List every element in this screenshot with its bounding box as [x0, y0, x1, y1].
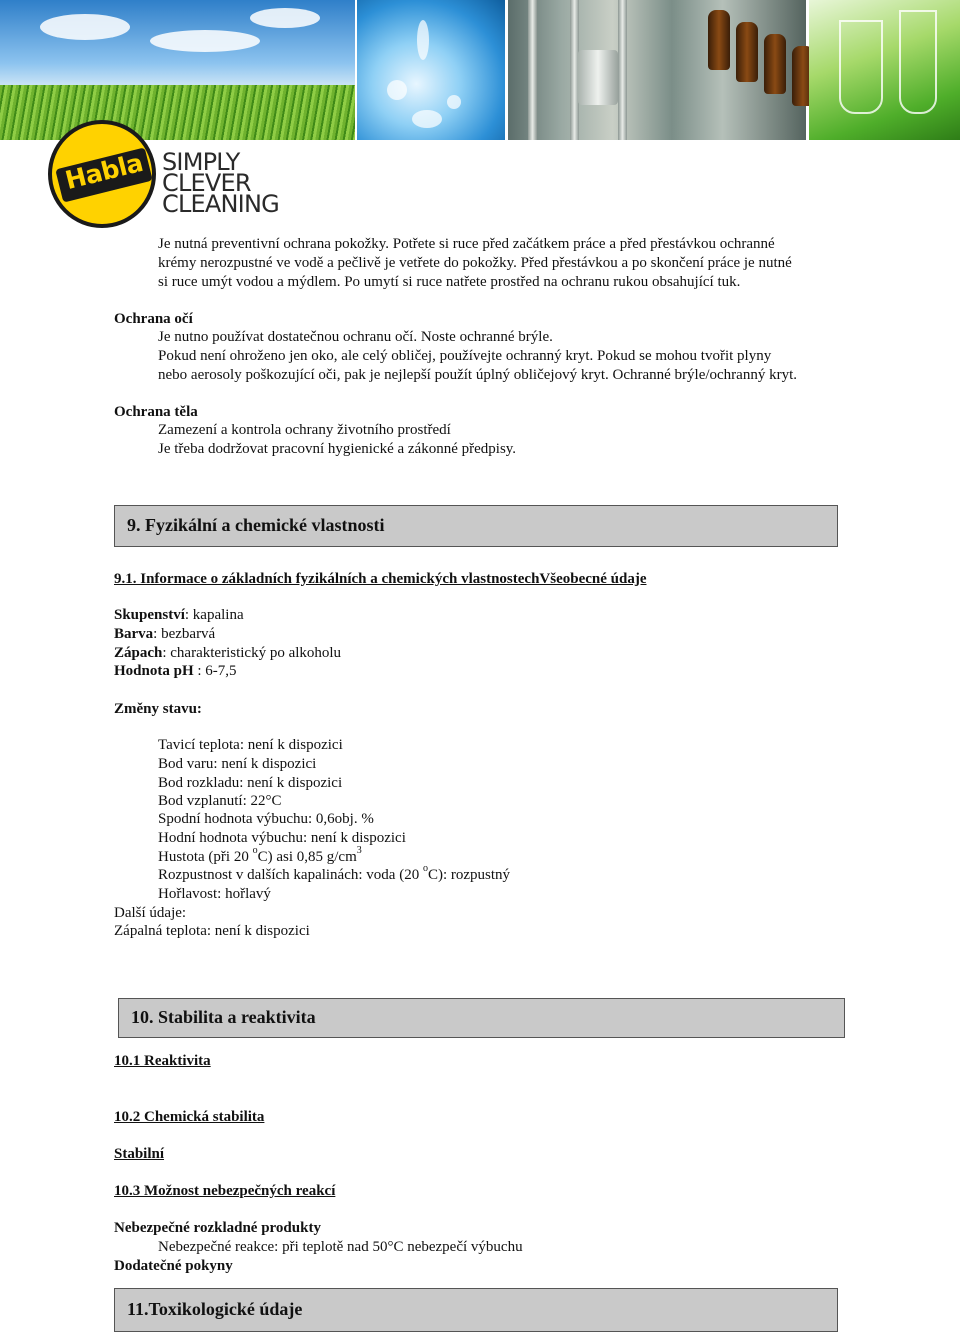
- solubility-text-a: Rozpustnost v dalších kapalinách: voda (20: [158, 867, 423, 883]
- section-9-1-heading: 9.1. Informace o základních fyzikálních a chemických vlastnostechVšeobecné údaje: [114, 571, 647, 587]
- prop-ph-label: Hodnota pH: [114, 663, 194, 679]
- prop-odor: [114, 644, 341, 662]
- slogan: [162, 148, 302, 218]
- density-degree-sup: o: [252, 845, 258, 856]
- prop-state: [114, 606, 244, 624]
- slogan-line-3: CLEANING: [162, 190, 279, 218]
- prop-color: [114, 625, 215, 643]
- prop-odor-value: : charakteristický po alkoholu: [162, 645, 342, 661]
- prop-ph: [114, 662, 237, 680]
- section-10-3-heading: 10.3 Možnost nebezpečných reakcí: [114, 1183, 336, 1199]
- body-text-line-1: Zamezení a kontrola ochrany životního prostředí: [158, 422, 451, 438]
- additional-instructions-heading: Dodatečné pokyny: [114, 1258, 233, 1274]
- body-protection-heading: Ochrana těla: [114, 404, 198, 420]
- decomposition-products-heading: Nebezpečné rozkladné produkty: [114, 1220, 321, 1236]
- banner-industrial-image: [508, 0, 806, 140]
- decomposition-point: Bod rozkladu: není k dispozici: [158, 775, 343, 791]
- section-10-1-heading: 10.1 Reaktivita: [114, 1053, 211, 1069]
- skin-text-line-2: krémy nerozpustné ve vodě a pečlivě je vetřete do pokožky. Před přestávkou a po skončení práce je nutné: [158, 255, 792, 271]
- prop-color-value: : bezbarvá: [153, 626, 216, 642]
- other-data-heading: Další údaje:: [114, 905, 187, 921]
- header-banner: [0, 0, 960, 140]
- eye-text-line-3: nebo aerosoly poškozující oči, pak je nejlepší použít úplný obličejový kryt. Ochranné brýle/ochranný kryt.: [158, 367, 797, 383]
- boiling-point: Bod varu: není k dispozici: [158, 756, 317, 772]
- section-9-title: 9. Fyzikální a chemické vlastnosti: [127, 515, 385, 535]
- banner-lab-glass-image: [809, 0, 960, 140]
- upper-explosion-limit: Hodní hodnota výbuchu: není k dispozici: [158, 830, 406, 846]
- skin-text-line-1: Je nutná preventivní ochrana pokožky. Potřete si ruce před začátkem práce a před přestávkou ochranné: [158, 236, 775, 252]
- prop-ph-value: : 6-7,5: [193, 663, 237, 679]
- logo-wordmark: Habla: [62, 147, 146, 196]
- prop-state-value: : kapalina: [184, 607, 244, 623]
- eye-text-line-2: Pokud není ohroženo jen oko, ale celý obličej, používejte ochranný kryt. Pokud se mohou tvořit plyny: [158, 348, 772, 364]
- prop-state-label: Skupenství: [114, 607, 185, 623]
- hazardous-reactions-text: Nebezpečné reakce: při teplotě nad 50°C nebezpečí výbuchu: [158, 1239, 523, 1255]
- stable-label: Stabilní: [114, 1146, 165, 1162]
- solubility-text-b: C): rozpustný: [427, 867, 511, 883]
- ignition-temperature: Zápalná teplota: není k dispozici: [114, 923, 310, 939]
- section-10-header: [118, 998, 845, 1038]
- flammability: Hořlavost: hořlavý: [158, 886, 271, 902]
- eye-protection-heading: Ochrana očí: [114, 311, 193, 327]
- skin-text-line-3: si ruce umýt vodou a mýdlem. Po umytí si ruce natřete prostřed na ochranu rukou obsahující tuk.: [158, 274, 741, 290]
- density-cubic-sup: 3: [356, 845, 362, 856]
- banner-sky-field-image: [0, 0, 355, 140]
- body-text-line-2: Je třeba dodržovat pracovní hygienické a zákonné předpisy.: [158, 441, 517, 457]
- section-11-header: [114, 1288, 838, 1332]
- eye-text-line-1: Je nutno používat dostatečnou ochranu očí. Noste ochranné brýle.: [158, 329, 553, 345]
- slogan-line-2: CLEVER: [162, 169, 251, 197]
- section-10-title: 10. Stabilita a reaktivita: [131, 1007, 316, 1027]
- lower-explosion-limit: Spodní hodnota výbuchu: 0,6obj. %: [158, 811, 374, 827]
- section-11-title: 11.Toxikologické údaje: [127, 1299, 303, 1319]
- habla-logo: [48, 120, 156, 228]
- flash-point: Bod vzplanutí: 22°C: [158, 793, 282, 809]
- section-9-header: [114, 505, 838, 547]
- solubility: [158, 863, 511, 884]
- density-text-b: C) asi 0,85 g/cm: [257, 849, 357, 865]
- density: [158, 845, 362, 866]
- prop-odor-label: Zápach: [114, 645, 163, 661]
- state-changes-heading: Změny stavu:: [114, 701, 202, 717]
- melting-point: Tavicí teplota: není k dispozici: [158, 737, 343, 753]
- density-text-a: Hustota (při 20: [158, 849, 253, 865]
- slogan-line-1: SIMPLY: [162, 148, 240, 176]
- section-10-2-heading: 10.2 Chemická stabilita: [114, 1109, 265, 1125]
- prop-color-label: Barva: [114, 626, 154, 642]
- solubility-degree-sup: o: [422, 863, 428, 874]
- banner-water-image: [357, 0, 505, 140]
